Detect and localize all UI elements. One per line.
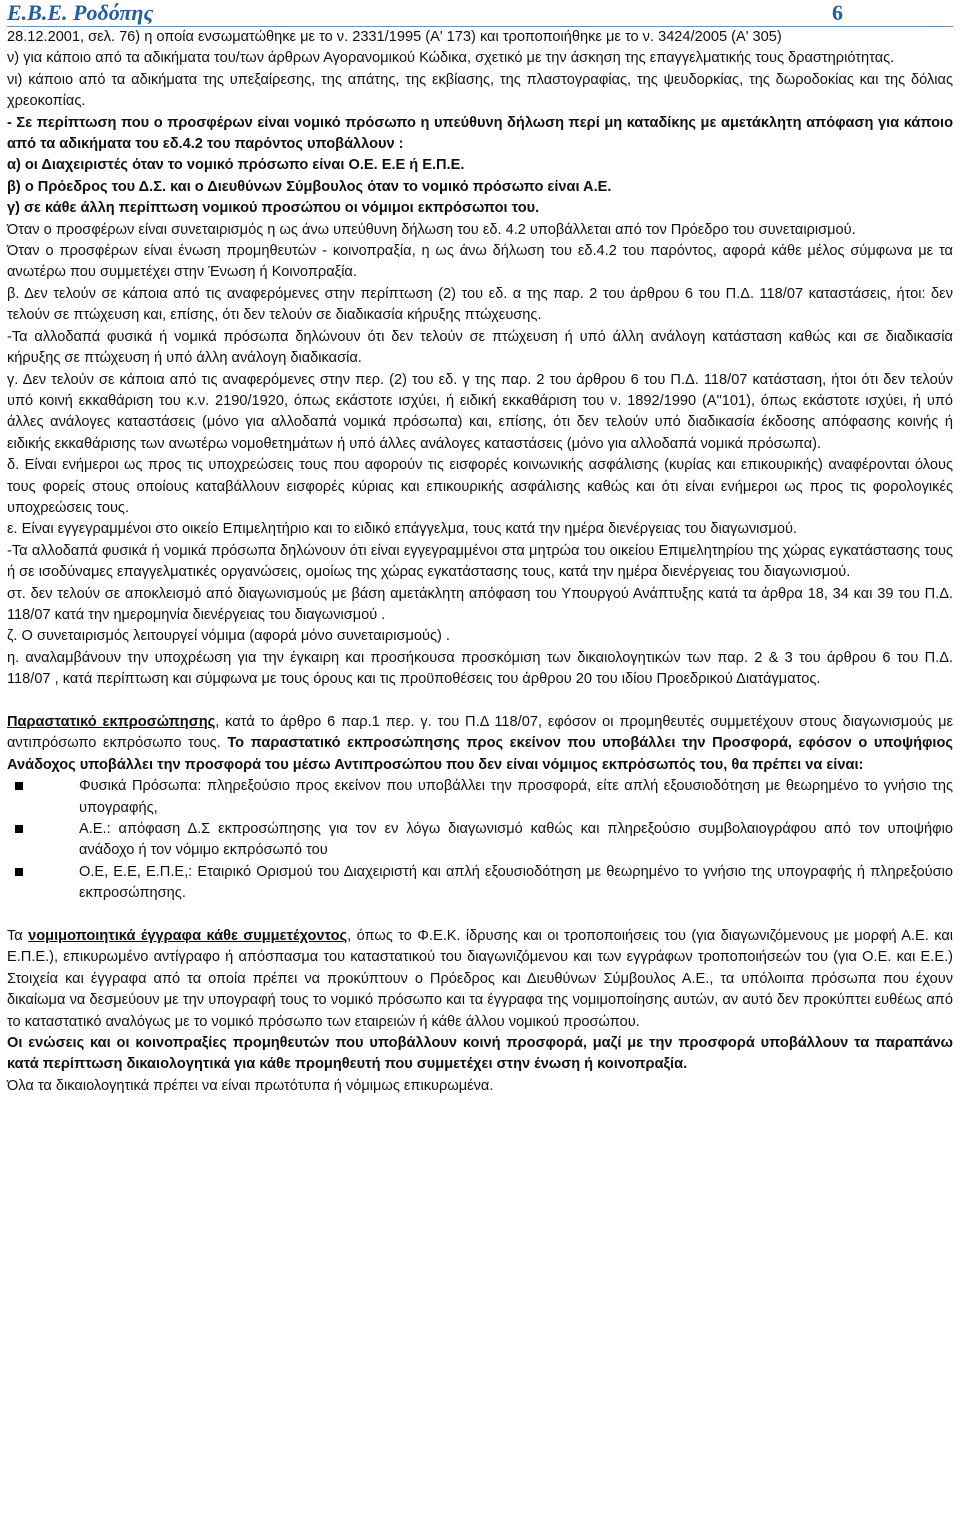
- spacer: [7, 905, 953, 926]
- representation-bullet-list: [7, 776, 953, 904]
- list-item: [79, 776, 953, 819]
- page-header: [7, 0, 953, 27]
- representation-text: , κατά το άρθρο 6 παρ.1 περ. γ. του Π.Δ 118/07, εφόσον οι προμηθευτές συμμετέχουν στους διαγωνισμούς με αντιπρόσωπο εκπρόσωπο τους.: [7, 713, 954, 752]
- legal-docs-label: νομιμοποιητικά έγγραφα κάθε συμμετέχοντος: [28, 928, 348, 945]
- list-item-text: Φυσικά Πρόσωπα: πληρεξούσιο προς εκείνον που υποβάλλει την προσφορά, είτε απλή εξουσιοδότηση με θεωρημένο το γνήσιο της υπογραφής,: [79, 778, 953, 816]
- paragraph: Όταν ο προσφέρων είναι ένωση προμηθευτών - κοινοπραξία, η ως άνω δήλωση του εδ.4.2 του παρόντος, αφορά κάθε μέλος σύμφωνα με τα ανωτέρω που συμμετέχει στην Ένωση ή Κοινοπραξία.: [7, 243, 953, 281]
- list-item: [79, 862, 953, 905]
- square-bullet-icon: [15, 825, 23, 833]
- spacer: [7, 691, 953, 712]
- bold-paragraph: - Σε περίπτωση που ο προσφέρων είναι νομικό πρόσωπο η υπεύθυνη δήλωση περί μη καταδίκης με αμετάκλητη απόφαση για κάποιο από τα αδικήματα του εδ.4.2 του παρόντος υποβάλλουν :: [7, 114, 953, 153]
- legal-docs-paragraph: [7, 926, 953, 1033]
- paragraph: νι) κάποιο από τα αδικήματα της υπεξαίρεσης, της απάτης, της εκβίασης, της πλαστογραφίας, της ψευδορκίας, της δωροδοκίας και της δόλιας χρεοκοπίας.: [7, 71, 953, 110]
- square-bullet-icon: [15, 868, 23, 876]
- bold-paragraph: Οι ενώσεις και οι κοινοπραξίες προμηθευτών που υποβάλλουν κοινή προσφορά, μαζί με την προσφορά υποβάλλουν τα παραπάνω κατά περίπτωση δικαιολογητικά για κάθε προμηθευτή που συμμετέχει στην ένωση ή κοινοπραξία.: [7, 1035, 953, 1073]
- paragraph: Όταν ο προσφέρων είναι συνεταιρισμός η ως άνω υπεύθυνη δήλωση του εδ. 4.2 υποβάλλεται από τον Πρόεδρο του συνεταιρισμού.: [7, 221, 856, 238]
- header-title: Ε.Β.Ε. Ροδόπης: [7, 0, 154, 25]
- paragraph: η. αναλαμβάνουν την υποχρέωση για την έγκαιρη και προσήκουσα προσκόμιση των δικαιολογητικών των παρ. 2 & 3 του άρθρου 6 του Π.Δ. 118/07 , κατά περίπτωση και σύμφωνα με τους όρους και τις προϋποθέσεις του άρθρου 20 του ιδίου Προεδρικού Διατάγματος.: [7, 649, 953, 688]
- square-bullet-icon: [15, 782, 23, 790]
- list-item-text: Ο.Ε, Ε.Ε, Ε.Π.Ε,: Εταιρικό Ορισμού του Διαχειριστή και απλή εξουσιοδότηση με θεωρημένο το γνήσιο της υπογραφής ή πληρεξούσιο εκπροσώπησης.: [79, 863, 953, 902]
- bold-paragraph: β) ο Πρόεδρος του Δ.Σ. και ο Διευθύνων Σύμβουλος όταν το νομικό πρόσωπο είναι Α.Ε.: [7, 178, 612, 195]
- legal-docs-text: , όπως το Φ.Ε.Κ. ίδρυσης και οι τροποποιήσεις του (για διαγωνιζόμενους με μορφή Α.Ε. και Ε.Π.Ε.), επικυρωμένο αντίγραφο ή απόσπασμα του καταστατικού του διαγωνιζόμενου και των εγγράφων τροποποιήσεών του (για Ο.Ε. και Ε.Ε.) Στοιχεία και έγγραφα από τα οποία πρέπει να προκύπτουν ο Πρόεδρος και Διευθύνων Σύμβουλος Α.Ε., τα υπόλοιπα πρόσωπα που έχουν δικαίωμα να δεσμεύουν με την υπογραφή τους το νομικό πρόσωπο και τα έγγραφα της νομιμοποίησης αυτών, αν αυτό δεν προκύπτει ευθέως από το καταστατικό αναλόγως με το νομικό πρόσωπο των εταιρειών ή κάθε άλλου νομικού προσώπου.: [7, 928, 953, 1030]
- legal-docs-prefix: Τα: [7, 928, 29, 945]
- paragraph: γ. Δεν τελούν σε κάποια από τις αναφερόμενες στην περ. (2) του εδ. γ της παρ. 2 του άρθρου 6 του Π.Δ. 118/07 κατάσταση, ήτοι ότι δεν τελούν υπό κοινή εκκαθάριση του κ.ν. 2190/1920, όπως εκάστοτε ισχύει, ή ειδική εκκαθάριση του ν. 1892/1990 (Α"101), όπως εκάστοτε ισχύει, ή υπό άλλες ανάλογες καταστάσεις (μόνο για αλλοδαπά νομικά πρόσωπα) και, επίσης, ότι δεν τελούν υπό διαδικασία έκδοσης απόφασης κοινής ή ειδικής εκκαθάρισης των ανωτέρω νομοθετημάτων ή υπό άλλες ανάλογες καταστάσεις (μόνο για αλλοδαπά νομικά πρόσωπα).: [7, 371, 953, 452]
- document-body: [7, 27, 953, 1097]
- bold-paragraph: α) οι Διαχειριστές όταν το νομικό πρόσωπο είναι Ο.Ε. Ε.Ε ή Ε.Π.Ε.: [7, 157, 465, 174]
- bold-paragraph: γ) σε κάθε άλλη περίπτωση νομικού προσώπου οι νόμιμοι εκπρόσωποι του.: [7, 200, 540, 217]
- paragraph: -Τα αλλοδαπά φυσικά ή νομικά πρόσωπα δηλώνουν ότι είναι εγγεγραμμένοι στα μητρώα του οικείου Επιμελητηρίου της χώρας εγκατάστασης τους ή σε ισοδύναμες επαγγελματικές οργανώσεις, ομοίως της χώρας εγκατάστασης τους, κατά την ημέρα διενέργειας του διαγωνισμού.: [7, 542, 953, 581]
- paragraph: δ. Είναι ενήμεροι ως προς τις υποχρεώσεις τους που αφορούν τις εισφορές κοινωνικής ασφάλισης (κυρίας και επικουρικής) αναφέρονται όλους τους φορείς στους οποίους καταβάλλουν εισφορές κύριας και επικουρικής ασφάλισης καθώς και ότι είναι ενήμεροι ως προς τις φορολογικές υποχρεώσεις τους.: [7, 457, 953, 516]
- paragraph: β. Δεν τελούν σε κάποια από τις αναφερόμενες στην περίπτωση (2) του εδ. α της παρ. 2 του άρθρου 6 του Π.Δ. 118/07 καταστάσεις, ήτοι: δεν τελούν σε πτώχευση και, επίσης, ότι δεν τελούν σε διαδικασία κήρυξης πτώχευσης.: [7, 285, 953, 324]
- list-item-text: Α.Ε.: απόφαση Δ.Σ εκπροσώπησης για τον εν λόγω διαγωνισμό καθώς και πληρεξούσιο συμβολαιογράφου από τον υποψήφιο ανάδοχο ή τον νόμιμο εκπρόσωπό του: [79, 821, 953, 859]
- list-item: [79, 819, 953, 862]
- page-number: 6: [832, 0, 843, 25]
- paragraph: στ. δεν τελούν σε αποκλεισμό από διαγωνισμούς με βάση αμετάκλητη απόφαση του Υπουργού Ανάπτυξης κατά τα άρθρα 18, 34 και 39 του Π.Δ. 118/07 κατά την ημερομηνία διενέργειας του διαγωνισμού .: [7, 585, 953, 623]
- representation-paragraph: [7, 712, 953, 776]
- representation-label: Παραστατικό εκπροσώπησης: [7, 713, 216, 730]
- paragraph: -Τα αλλοδαπά φυσικά ή νομικά πρόσωπα δηλώνουν ότι δεν τελούν σε πτώχευση ή υπό άλλη ανάλογη κατάσταση καθώς και σε διαδικασία κήρυξης σε πτώχευση ή υπό άλλη ανάλογη διαδικασία.: [7, 328, 953, 367]
- paragraph: ν) για κάποιο από τα αδικήματα του/των άρθρων Αγορανομικού Κώδικα, σχετικό με την άσκηση της επαγγελματικής τους δραστηριότητας.: [7, 50, 895, 67]
- paragraph: 28.12.2001, σελ. 76) η οποία ενσωματώθηκε με το ν. 2331/1995 (Α' 173) και τροποποιήθηκε με το ν. 3424/2005 (Α' 305): [7, 29, 782, 45]
- paragraph: Όλα τα δικαιολογητικά πρέπει να είναι πρωτότυπα ή νόμιμως επικυρωμένα.: [7, 1077, 494, 1094]
- paragraph: ζ. Ο συνεταιρισμός λειτουργεί νόμιμα (αφορά μόνο συνεταιρισμούς) .: [7, 628, 450, 645]
- paragraph: ε. Είναι εγγεγραμμένοι στο οικείο Επιμελητήριο και το ειδικό επάγγελμα, τους κατά την ημέρα διενέργειας του διαγωνισμού.: [7, 521, 797, 538]
- representation-bold-text: Το παραστατικό εκπροσώπησης προς εκείνον που υποβάλλει την Προσφορά, εφόσον ο υποψήφιος Ανάδοχος υποβάλλει την προσφορά του μέσω Αντιπροσώπου που δεν είναι νόμιμος εκπρόσωπός του, θα πρέπει να είναι:: [7, 735, 953, 773]
